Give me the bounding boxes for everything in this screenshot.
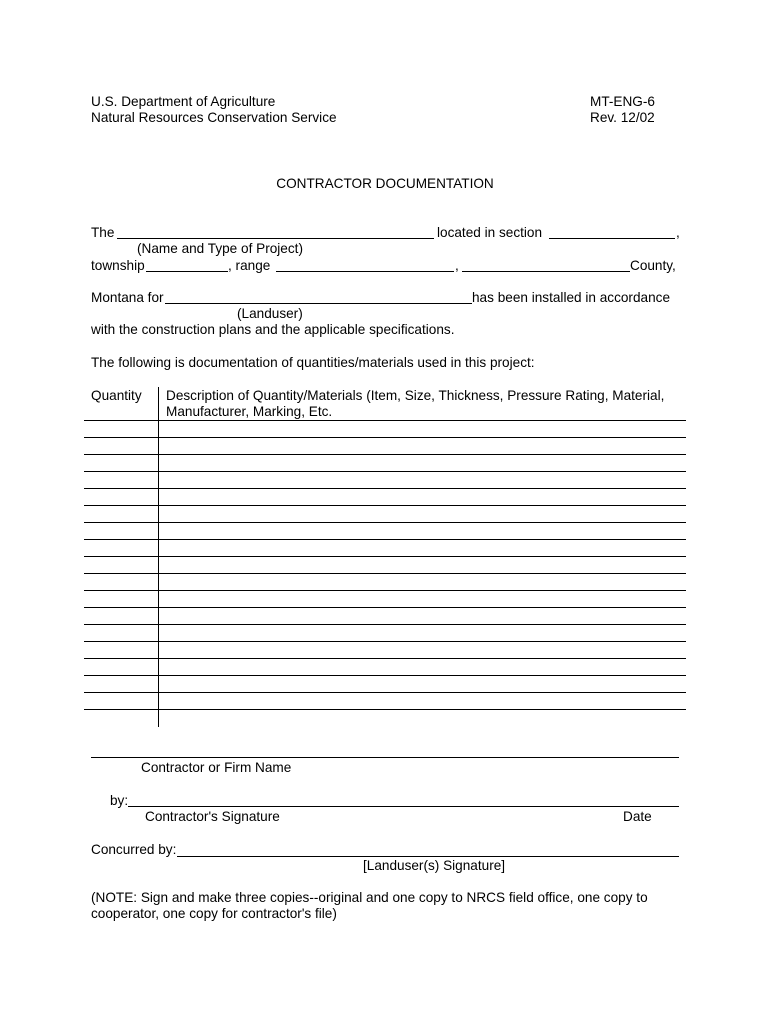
table-row[interactable] bbox=[84, 471, 686, 472]
section-field[interactable] bbox=[549, 238, 675, 239]
project-name-field[interactable] bbox=[117, 238, 434, 239]
table-row[interactable] bbox=[84, 590, 686, 591]
by-label: by: bbox=[110, 793, 129, 808]
table-row[interactable] bbox=[84, 556, 686, 557]
the-label: The bbox=[91, 225, 115, 240]
note-line-1: (NOTE: Sign and make three copies--original and one copy to NRCS field office, one copy to bbox=[91, 890, 648, 905]
concurred-label: Concurred by: bbox=[91, 842, 177, 857]
form-number: MT-ENG-6 bbox=[590, 94, 655, 109]
firm-name-caption: Contractor or Firm Name bbox=[141, 760, 292, 775]
landuser-field[interactable] bbox=[165, 303, 472, 304]
table-row[interactable] bbox=[84, 658, 686, 659]
table-row[interactable] bbox=[84, 488, 686, 489]
firm-name-line[interactable] bbox=[91, 757, 679, 758]
contractor-signature-line[interactable] bbox=[128, 806, 679, 807]
service-name: Natural Resources Conservation Service bbox=[91, 110, 337, 125]
located-label: located in section bbox=[437, 225, 543, 240]
township-label: township bbox=[91, 258, 145, 273]
range-field[interactable] bbox=[276, 271, 454, 272]
construction-text: with the construction plans and the applicable specifications. bbox=[91, 322, 455, 337]
installed-label: has been installed in accordance bbox=[472, 290, 670, 305]
agency-name: U.S. Department of Agriculture bbox=[91, 94, 276, 109]
quantity-header: Quantity bbox=[91, 388, 142, 403]
form-title: CONTRACTOR DOCUMENTATION bbox=[276, 176, 494, 191]
comma: , bbox=[676, 225, 680, 240]
township-field[interactable] bbox=[146, 271, 228, 272]
landuser-signature-line[interactable] bbox=[177, 856, 679, 857]
form-revision: Rev. 12/02 bbox=[590, 110, 655, 125]
table-row[interactable] bbox=[84, 454, 686, 455]
county-label: County, bbox=[630, 258, 676, 273]
table-row[interactable] bbox=[84, 709, 686, 710]
description-header: Description of Quantity/Materials (Item, Size, Thickness, Pressure Rating, Material, bbox=[166, 388, 665, 403]
landuser-caption: (Landuser) bbox=[237, 306, 303, 321]
date-caption: Date bbox=[623, 809, 652, 824]
comma: , bbox=[455, 258, 459, 273]
project-caption: (Name and Type of Project) bbox=[137, 241, 303, 256]
landuser-signature-caption: [Landuser(s) Signature] bbox=[363, 858, 506, 873]
table-row[interactable] bbox=[84, 539, 686, 540]
table-row[interactable] bbox=[84, 624, 686, 625]
table-row[interactable] bbox=[84, 437, 686, 438]
montana-label: Montana for bbox=[91, 290, 164, 305]
documentation-intro: The following is documentation of quantities/materials used in this project: bbox=[91, 355, 535, 370]
table-header-rule bbox=[84, 420, 686, 421]
table-row[interactable] bbox=[84, 505, 686, 506]
range-label: , range bbox=[228, 258, 271, 273]
table-row[interactable] bbox=[84, 692, 686, 693]
column-divider bbox=[158, 387, 159, 727]
table-row[interactable] bbox=[84, 675, 686, 676]
contractor-signature-caption: Contractor's Signature bbox=[145, 809, 280, 824]
table-row[interactable] bbox=[84, 573, 686, 574]
table-row[interactable] bbox=[84, 641, 686, 642]
table-row[interactable] bbox=[84, 607, 686, 608]
table-row[interactable] bbox=[84, 522, 686, 523]
note-line-2: cooperator, one copy for contractor's file) bbox=[91, 906, 337, 921]
county-field[interactable] bbox=[462, 271, 630, 272]
description-header-cont: Manufacturer, Marking, Etc. bbox=[166, 404, 333, 419]
